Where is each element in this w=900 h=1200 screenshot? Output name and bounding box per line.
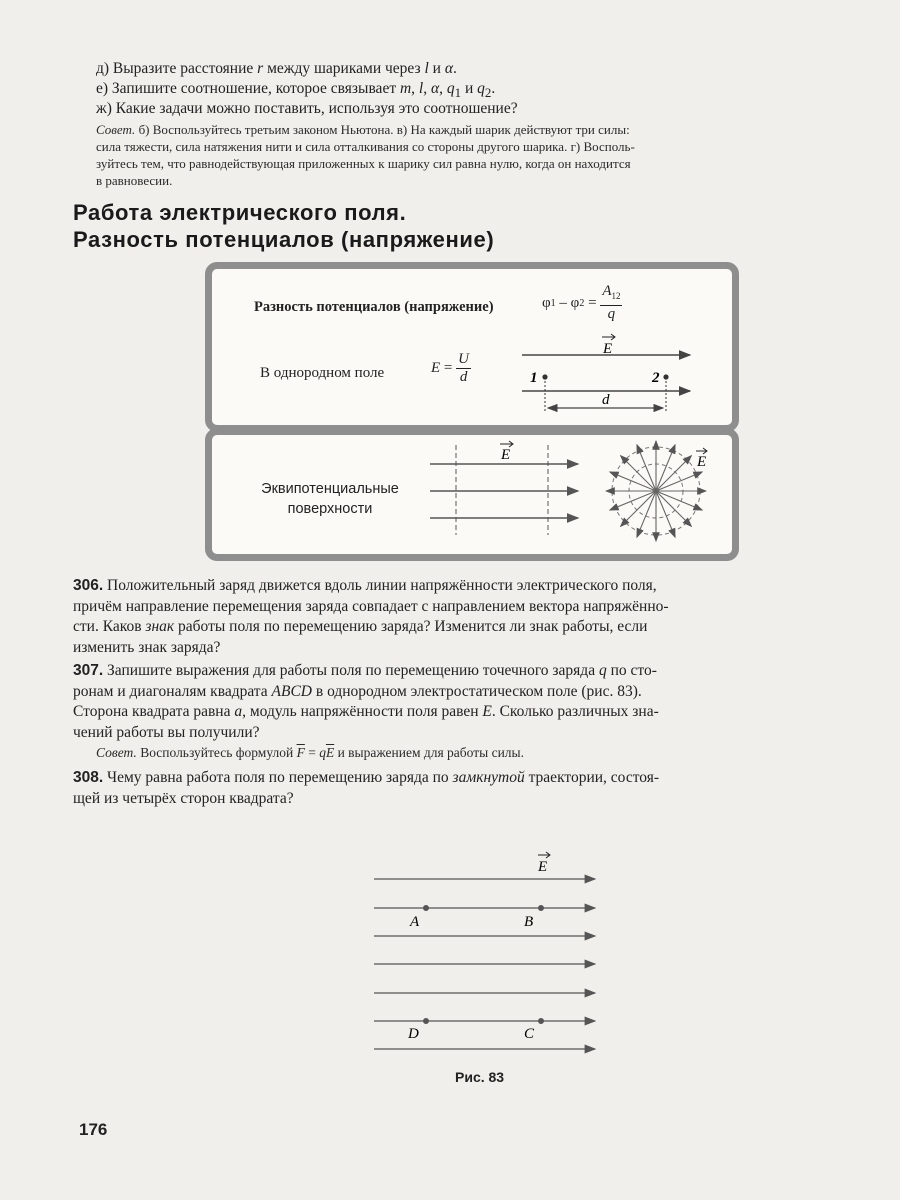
point-c-label: C — [524, 1026, 535, 1042]
fraction-a12-over-q: $\frac{A_{12}}{q}$ — [602, 283, 621, 322]
radial-field-diagram — [606, 441, 706, 541]
point-a — [423, 905, 429, 911]
equipotential-diagrams — [212, 435, 732, 555]
summary-box-potential — [205, 262, 739, 432]
problem-306: 306. Положительный заряд движется вдоль линии напряжённости электрического поля, причём направление перемещения заряда совпадает с направлением вектора напряжённо- сти. Каков знак работы поля по перемещению заряда? Изменится ли знак работы, если изменить знак заряда? — [73, 577, 669, 656]
tip-line-4: в равновесии. — [96, 173, 173, 188]
potential-difference-formula: φ 1 – φ 2 = $\frac{A_{12}}{q}$ — [542, 283, 621, 322]
tip-line-1: Совет. б) Воспользуйтесь третьим законом Ньютона. в) На каждый шарик действуют три силы: — [96, 122, 630, 137]
figure-field-label: E — [538, 859, 548, 875]
uniform-field-diagram — [212, 269, 732, 425]
point-a-label: A — [410, 914, 420, 930]
point-d — [423, 1018, 429, 1024]
fraction-u-over-d: $\frac{U}{d}$ — [458, 351, 469, 385]
section-title-line-2: Разность потенциалов (напряжение) — [73, 227, 495, 252]
radial-field-line — [621, 491, 656, 526]
radial-field-line — [656, 456, 691, 491]
figure-83 — [360, 850, 610, 1065]
page-number: 176 — [79, 1120, 108, 1139]
potential-difference-label: Разность потенциалов (напряжение) — [254, 299, 494, 315]
point-1 — [542, 374, 547, 379]
point-c — [538, 1018, 544, 1024]
problem-308: 308. Чему равна работа поля по перемещению заряда по замкнутой траектории, состоя- щей из четырёх сторон квадрата? — [73, 769, 660, 807]
point-b — [538, 905, 544, 911]
summary-box-equipotential — [205, 428, 739, 561]
parallel-field-label: E — [501, 447, 511, 463]
uniform-field-label: В однородном поле — [260, 365, 385, 381]
problem-307: 307. Запишите выражения для работы поля по перемещению точечного заряда q по сто- ронам и диагоналям квадрата ABCD в однородном электростатическом поле (рис. 83). Сторона квадрата равна a, модуль напряжённости поля равен E. Сколько различных зна- чений работы вы получили? — [73, 662, 659, 741]
section-title-line-1: Работа электрического поля. — [73, 200, 407, 225]
figure-field-lines — [374, 879, 595, 1049]
point-2-label: 2 — [652, 370, 660, 386]
radial-field-line — [656, 491, 691, 526]
distance-label: d — [602, 392, 610, 408]
point-b-label: B — [524, 914, 534, 930]
field-vector-label: E — [603, 341, 613, 357]
figure-caption: Рис. 83 — [455, 1069, 505, 1085]
tip-line-2: сила тяжести, сила натяжения нити и сила отталкивания со стороны другого шарика. г) Восполь- — [96, 139, 635, 154]
equipotential-label: Эквипотенциальные поверхности — [261, 481, 399, 517]
item-zh: ж) Какие задачи можно поставить, используя это соотношение? — [96, 100, 518, 117]
item-e: е) Запишите соотношение, которое связывает m, l, α, $q_1$ и $q_2$. — [96, 80, 496, 101]
point-2 — [663, 374, 668, 379]
item-d: д) Выразите расстояние r между шариками через l и α. — [96, 60, 457, 77]
point-1-label: 1 — [530, 370, 538, 386]
point-d-label: D — [408, 1026, 419, 1042]
radial-field-line — [621, 456, 656, 491]
uniform-field-formula: E = $\frac{U}{d}$ — [431, 351, 469, 385]
tip-307: Совет. Воспользуйтесь формулой $\overline{F} = q\overline{E}$ и выражением для работы силы. — [96, 745, 524, 760]
tip-line-3: зуйтесь тем, что равнодействующая приложенных к шарику сил равна нулю, когда он находится — [96, 156, 631, 171]
radial-field-label: E — [697, 454, 707, 470]
